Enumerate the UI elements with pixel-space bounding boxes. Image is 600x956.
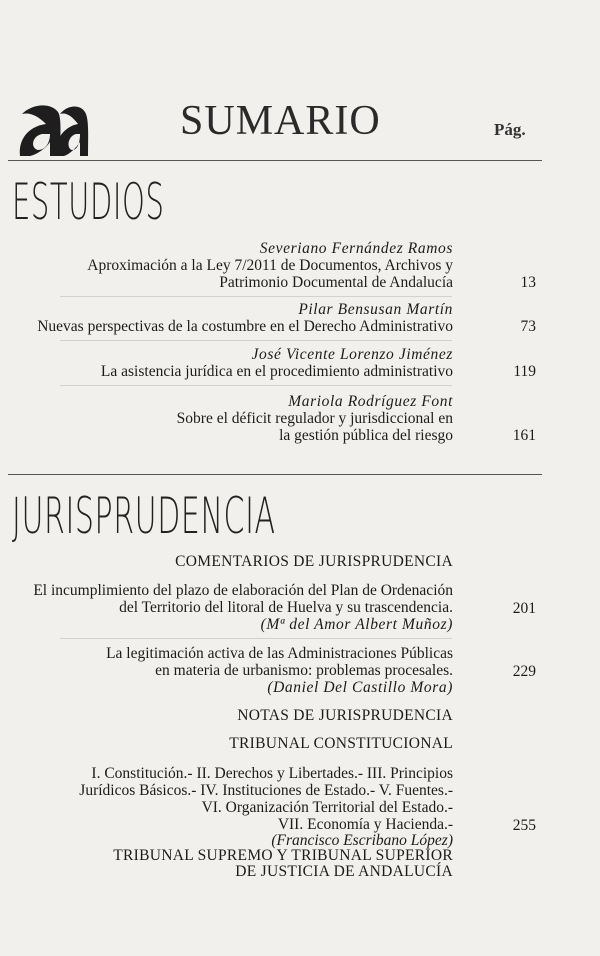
header-rule [8, 160, 542, 161]
entry-page-number: 255 [512, 817, 536, 834]
section-rule [8, 474, 542, 475]
entry-author: Pilar Bensusan Martín [298, 301, 453, 318]
entry-page-number: 201 [512, 600, 536, 617]
entry-title-line: VI. Organización Territorial del Estado.- [201, 799, 453, 816]
entry-title-line: Jurídicos Básicos.- IV. Instituciones de Estado.- V. Fuentes.- [79, 782, 453, 799]
entry-title-line: Sobre el déficit regulador y jurisdiccional en [176, 410, 453, 427]
entry-title-line: La asistencia jurídica en el procedimiento administrativo [100, 363, 453, 380]
entry-page-number: 229 [512, 663, 536, 680]
section-heading-estudios: ESTUDIOS [12, 173, 165, 231]
entry-author: Mariola Rodríguez Font [288, 393, 453, 410]
subsection-heading: TRIBUNAL CONSTITUCIONAL [229, 735, 453, 752]
journal-logo [16, 98, 90, 160]
entry-author: (Mª del Amor Albert Muñoz) [260, 616, 453, 633]
entry-title-line: Nuevas perspectivas de la costumbre en el Derecho Administrativo [37, 318, 453, 335]
entry-title-line: del Territorio del litoral de Huelva y su trascendencia. [119, 599, 453, 616]
entry-divider [60, 296, 452, 297]
page-column-label: Pág. [494, 120, 526, 139]
entry-title-line: La legitimación activa de las Administraciones Públicas [106, 645, 453, 662]
subsection-heading: NOTAS DE JURISPRUDENCIA [237, 707, 453, 724]
entry-title-line: la gestión pública del riesgo [279, 427, 453, 444]
entry-author: Severiano Fernández Ramos [259, 240, 453, 257]
entry-divider [60, 638, 452, 639]
page-title: SUMARIO [180, 98, 381, 144]
entry-title-line: El incumplimiento del plazo de elaboración del Plan de Ordenación [33, 582, 453, 599]
entry-author: (Daniel Del Castillo Mora) [267, 679, 453, 696]
entry-title-line: en materia de urbanismo: problemas procesales. [155, 662, 453, 679]
entry-author: (Francisco Escribano López) [271, 832, 453, 849]
entry-title-line: Patrimonio Documental de Andalucía [219, 274, 453, 291]
subsection-heading: COMENTARIOS DE JURISPRUDENCIA [175, 553, 453, 570]
subsection-heading: DE JUSTICIA DE ANDALUCÍA [235, 863, 453, 880]
entry-title-line: I. Constitución.- II. Derechos y Libertades.- III. Principios [91, 765, 453, 782]
subsection-heading: TRIBUNAL SUPREMO Y TRIBUNAL SUPERIOR [113, 847, 453, 864]
entry-divider [60, 340, 452, 341]
section-heading-jurisprudencia: JURISPRUDENCIA [12, 487, 276, 545]
entry-author: José Vicente Lorenzo Jiménez [251, 346, 453, 363]
entry-title-line: VII. Economía y Hacienda.- [277, 816, 453, 833]
entry-page-number: 13 [520, 274, 536, 291]
entry-page-number: 73 [520, 318, 536, 335]
entry-divider [60, 385, 452, 386]
entry-page-number: 161 [512, 427, 536, 444]
entry-page-number: 119 [513, 363, 536, 380]
entry-title-line: Aproximación a la Ley 7/2011 de Documentos, Archivos y [87, 257, 453, 274]
